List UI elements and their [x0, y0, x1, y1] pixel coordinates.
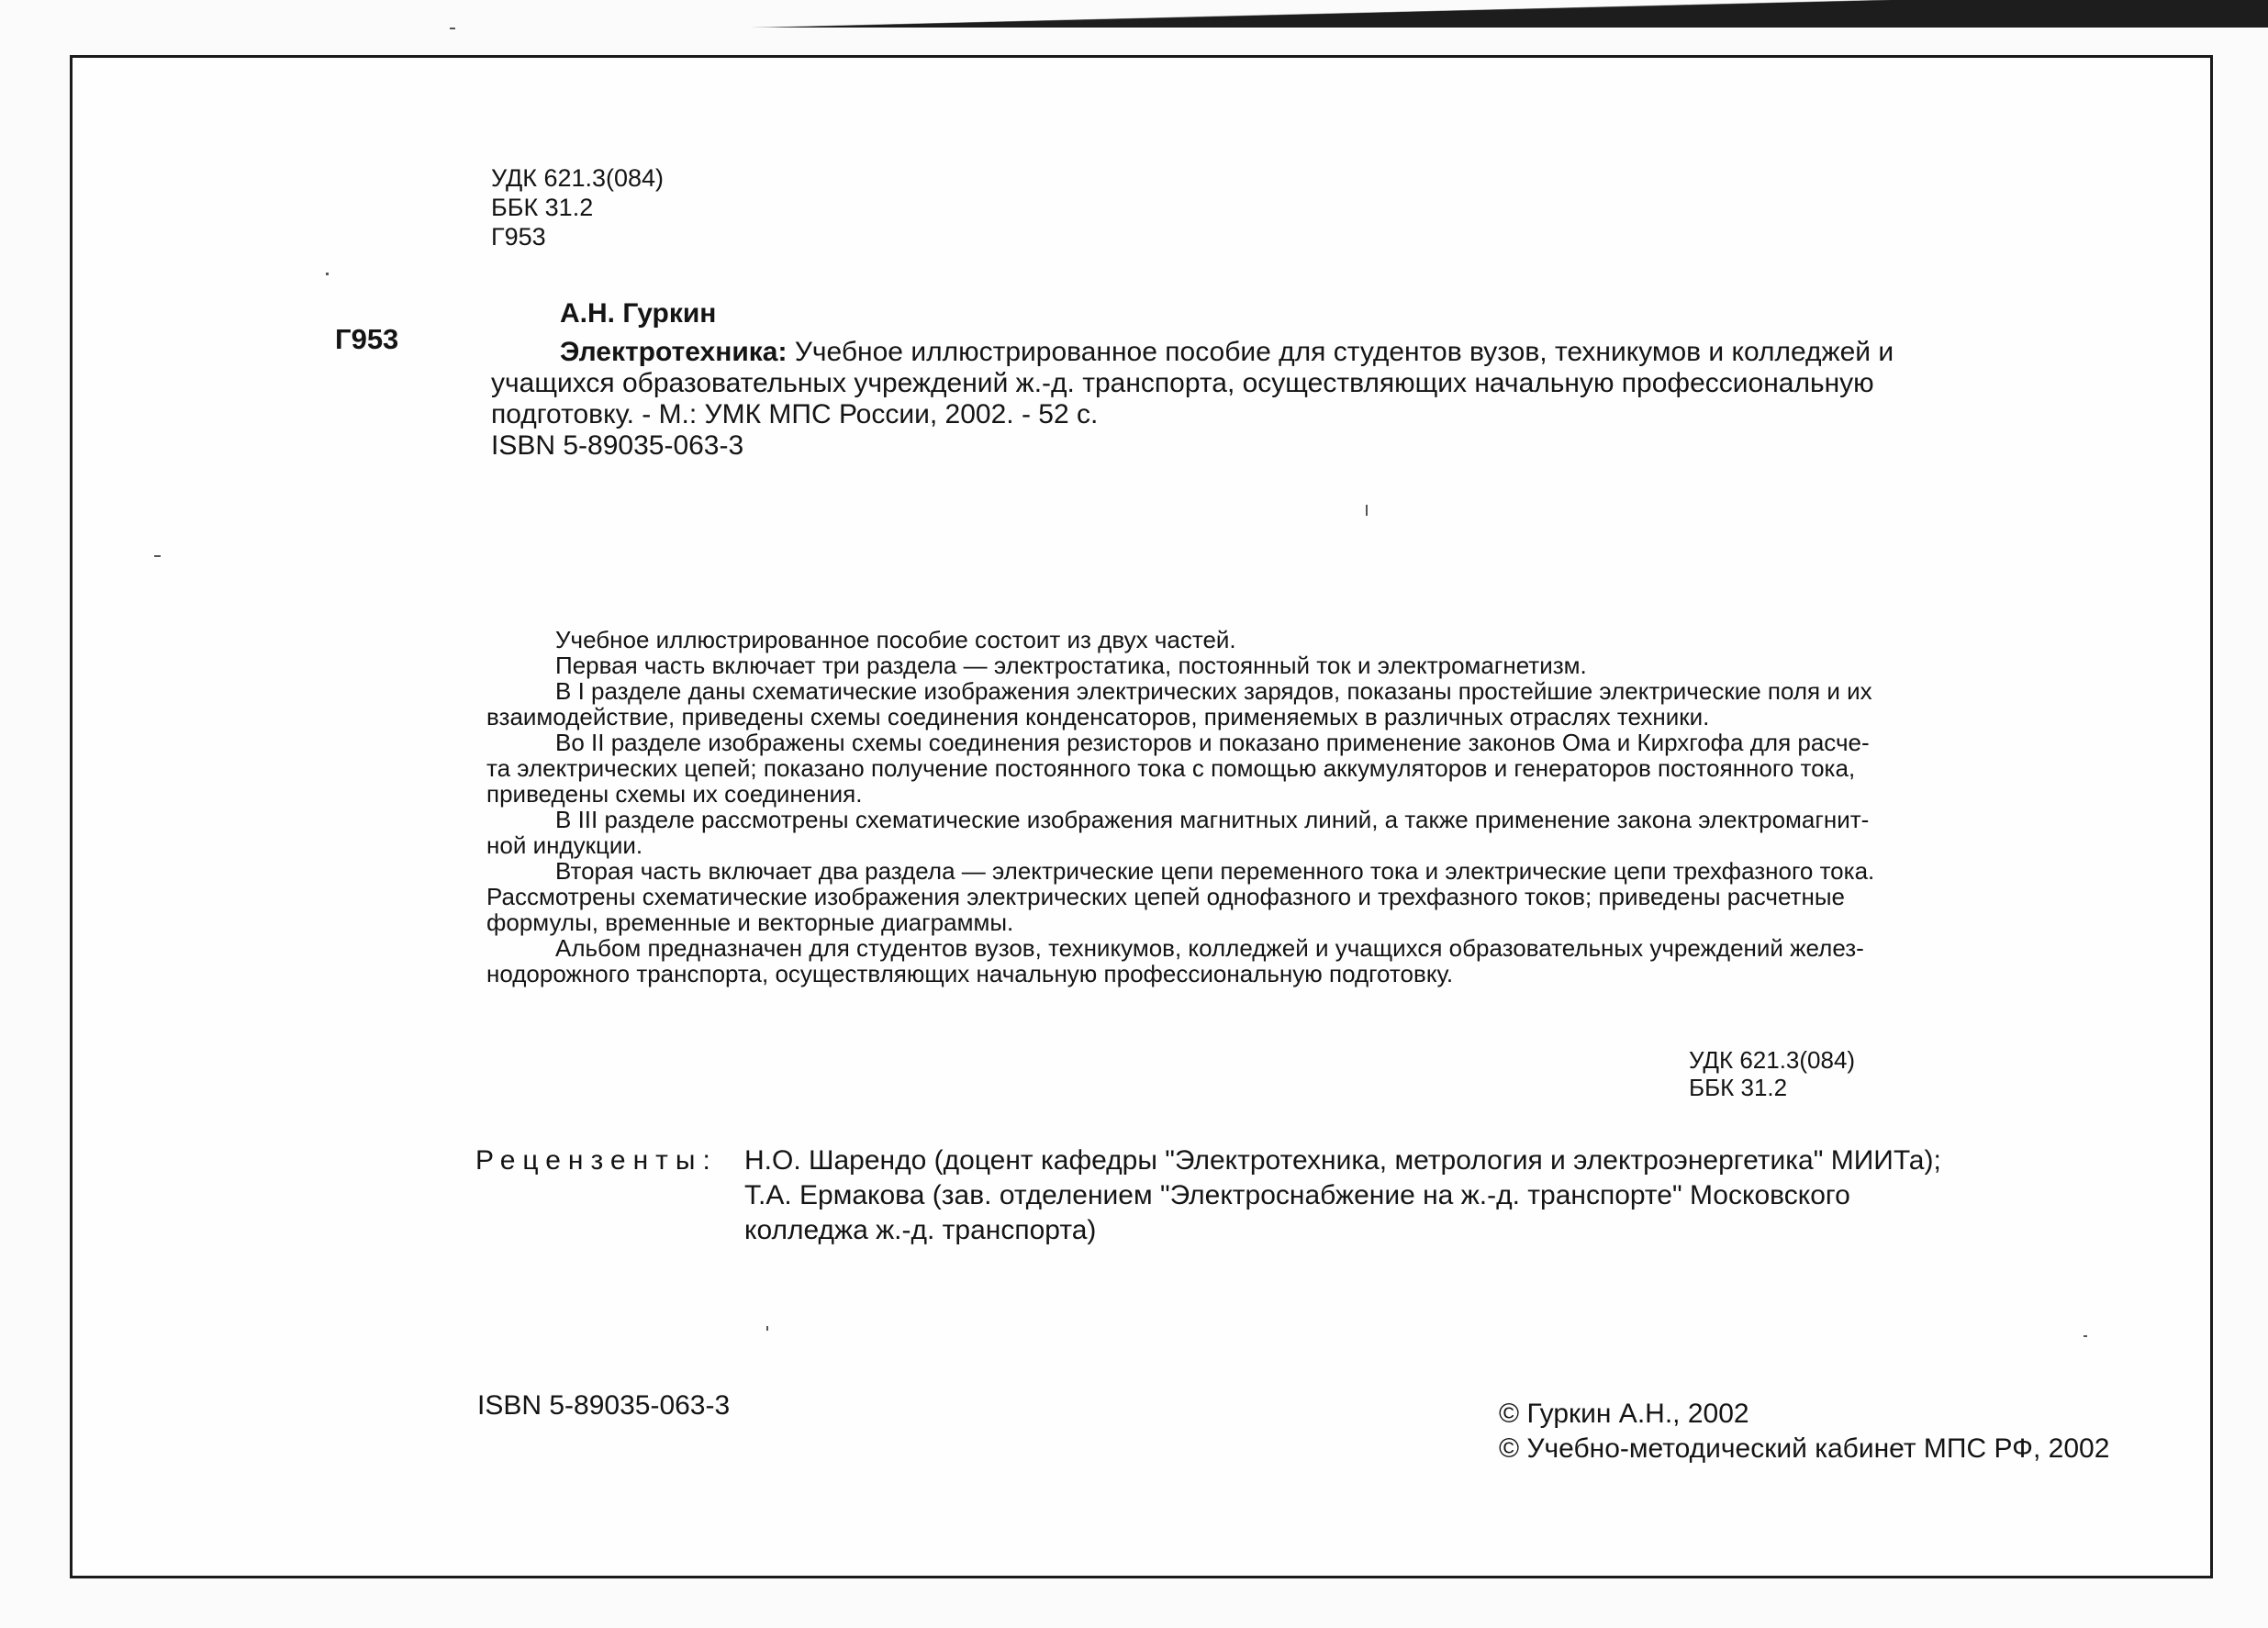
bibliography-line-3: подготовку. - М.: УМК МПС России, 2002. - 52 с.: [491, 399, 1099, 429]
reviewers-label: Рецензенты:: [475, 1145, 718, 1176]
scan-speck: [2084, 1335, 2087, 1337]
annotation-line: В I разделе даны схематические изображения электрических зарядов, показаны простейшие электрические поля и их: [555, 677, 1872, 705]
bibliography-isbn: ISBN 5-89035-063-3: [491, 430, 744, 461]
udk-code-bottom: УДК 621.3(084): [1689, 1046, 1856, 1074]
copyright-publisher: © Учебно-методический кабинет МПС РФ, 2002: [1499, 1433, 2110, 1464]
annotation-line: Учебное иллюстрированное пособие состоит из двух частей.: [555, 626, 1236, 653]
reviewer-line: Т.А. Ермакова (зав. отделением "Электроснабжение на ж.-д. транспорте" Московского: [744, 1180, 1850, 1210]
scan-speck: [154, 555, 161, 557]
bibliography-line-1: [560, 337, 1894, 367]
annotation-line: Первая часть включает три раздела — электростатика, постоянный ток и электромагнетизм.: [555, 652, 1587, 679]
scan-speck: [450, 28, 455, 29]
author-name: А.Н. Гуркин: [560, 298, 717, 329]
annotation-line: Альбом предназначен для студентов вузов, техникумов, колледжей и учащихся образовательных учреждений желез-: [555, 934, 1864, 962]
book-title: Электротехника:: [560, 337, 788, 367]
annotation-line: Вторая часть включает два раздела — электрические цепи переменного тока и электрические цепи трехфазного тока.: [555, 857, 1875, 885]
bbk-code: ББК 31.2: [491, 194, 594, 221]
annotation-line: приведены схемы их соединения.: [486, 780, 863, 808]
annotation-line: ной индукции.: [486, 831, 643, 859]
copyright-author: © Гуркин А.Н., 2002: [1499, 1399, 1749, 1429]
annotation-line: нодорожного транспорта, осуществляющих начальную профессиональную подготовку.: [486, 960, 1454, 987]
scan-speck: [766, 1326, 768, 1331]
reviewer-line: колледжа ж.-д. транспорта): [744, 1215, 1097, 1245]
header-classification-codes: [491, 163, 664, 251]
annotation-line: формулы, временные и векторные диаграммы.: [486, 909, 1014, 936]
bibliography-description: Учебное иллюстрированное пособие для студентов вузов, техникумов и колледжей и: [794, 337, 1894, 367]
bbk-code-bottom: ББК 31.2: [1689, 1074, 1788, 1101]
copyright-block: [1499, 1397, 2109, 1466]
udk-code: УДК 621.3(084): [491, 164, 665, 192]
bibliography-line-2: учащихся образовательных учреждений ж.-д. транспорта, осуществляющих начальную профессиональную: [491, 368, 1874, 398]
footer-classification-codes: [1689, 1046, 1855, 1101]
annotation-line: взаимодействие, приведены схемы соединения конденсаторов, применяемых в различных отраслях техники.: [486, 703, 1710, 730]
scan-dark-edge: [0, 0, 2268, 28]
side-author-mark: Г953: [335, 323, 399, 355]
annotation-line: та электрических цепей; показано получение постоянного тока с помощью аккумуляторов и генераторов постоянного тока,: [486, 754, 1856, 782]
reviewer-line: Н.О. Шарендо (доцент кафедры "Электротехника, метрология и электроэнергетика" МИИТа);: [744, 1145, 1941, 1176]
annotation-line: В III разделе рассмотрены схематические изображения магнитных линий, а также применение закона электромагнит-: [555, 806, 1870, 833]
scan-speck: [326, 273, 329, 275]
scan-speck: [1366, 505, 1368, 516]
isbn-number: ISBN 5-89035-063-3: [477, 1390, 731, 1421]
annotation-line: Во II разделе изображены схемы соединения резисторов и показано применение законов Ома и Кирхгофа для расче-: [555, 729, 1870, 756]
annotation-line: Рассмотрены схематические изображения электрических цепей однофазного и трехфазного токов; приведены расчетные: [486, 883, 1845, 910]
author-mark: Г953: [491, 223, 546, 251]
